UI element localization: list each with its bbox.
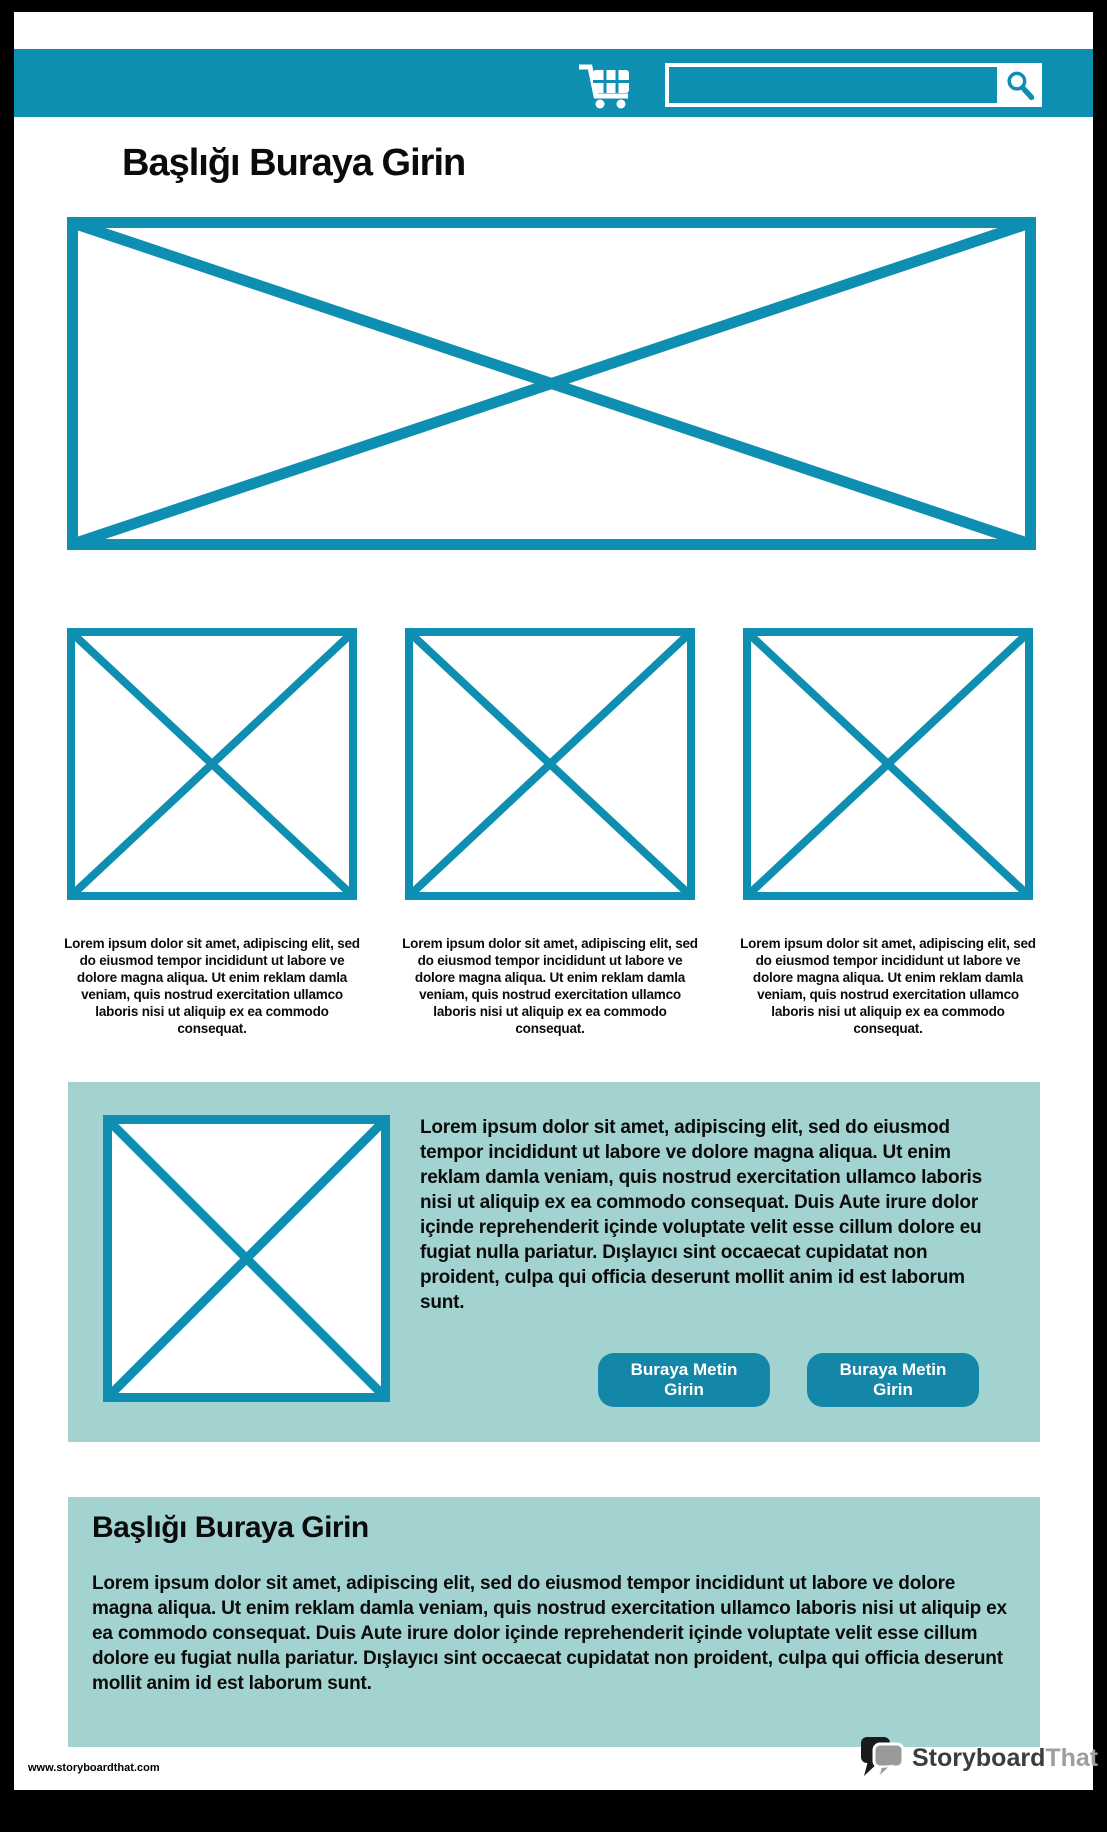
placeholder-x-icon — [103, 1115, 390, 1402]
about-section — [68, 1497, 1040, 1747]
column-text: Lorem ipsum dolor sit amet, adipiscing elit, sed do eiusmod tempor incididunt ut labore ve dolore magna aliqua. Ut enim reklam damla veniam, quis nostrud exercitation ullamco laboris nisi ut aliquip ex ea commodo consequat. — [740, 936, 1036, 1036]
placeholder-x-icon — [67, 628, 357, 900]
shopping-cart-icon — [576, 61, 638, 109]
placeholder-x-icon — [67, 217, 1036, 550]
brand-storyboard: Storyboard — [912, 1743, 1046, 1772]
feature-image-placeholder — [103, 1115, 390, 1402]
cta-button[interactable]: Buraya Metin Girin — [807, 1353, 979, 1407]
placeholder-x-icon — [743, 628, 1033, 900]
storyboardthat-logo — [860, 1734, 1098, 1782]
search-icon — [1003, 68, 1037, 102]
search-button[interactable] — [997, 63, 1042, 107]
cart-icon[interactable] — [576, 61, 638, 109]
brand-that: That — [1045, 1743, 1099, 1772]
page-title: Başlığı Buraya Girin — [122, 142, 466, 184]
hero-image-placeholder — [67, 217, 1036, 550]
column-image-placeholder — [743, 628, 1033, 900]
feature-section — [68, 1082, 1040, 1442]
column-text: Lorem ipsum dolor sit amet, adipiscing elit, sed do eiusmod tempor incididunt ut labore ve dolore magna aliqua. Ut enim reklam damla veniam, quis nostrud exercitation ullamco laboris nisi ut aliquip ex ea commodo consequat. — [64, 936, 360, 1036]
about-text: Lorem ipsum dolor sit amet, adipiscing elit, sed do eiusmod tempor incididunt ut labore ve dolore magna aliqua. Ut enim reklam damla veniam, quis nostrud exercitation ullamco laboris nisi ut aliquip ex ea commodo consequat. Duis Aute irure dolor içinde reprehenderit içinde voluptate velit esse cillum dolore eu fugiat nulla pariatur. Dışlayıcı sint occaecat cupidatat non proident, culpa qui officia deserunt mollit anim id est laborum sunt. — [92, 1573, 1007, 1694]
column-image-placeholder — [67, 628, 357, 900]
speech-bubbles-icon — [860, 1734, 906, 1782]
brand-wordmark — [912, 1744, 1098, 1773]
header-bar — [14, 49, 1093, 117]
feature-text: Lorem ipsum dolor sit amet, adipiscing elit, sed do eiusmod tempor incididunt ut labore ve dolore magna aliqua. Ut enim reklam damla veniam, quis nostrud exercitation ullamco laboris nisi ut aliquip ex ea commodo consequat. Duis Aute irure dolor içinde reprehenderit içinde voluptate velit esse cillum dolore eu fugiat nulla pariatur. Dışlayıcı sint occaecat cupidatat non proident, culpa qui officia deserunt mollit anim id est laborum sunt. — [420, 1117, 983, 1313]
page-frame — [14, 12, 1099, 1790]
placeholder-x-icon — [405, 628, 695, 900]
search-input[interactable] — [665, 63, 1013, 107]
column-image-placeholder — [405, 628, 695, 900]
cta-button[interactable]: Buraya Metin Girin — [598, 1353, 770, 1407]
column-text: Lorem ipsum dolor sit amet, adipiscing elit, sed do eiusmod tempor incididunt ut labore ve dolore magna aliqua. Ut enim reklam damla veniam, quis nostrud exercitation ullamco laboris nisi ut aliquip ex ea commodo consequat. — [402, 936, 698, 1036]
about-title: Başlığı Buraya Girin — [92, 1511, 369, 1544]
site-url: www.storyboardthat.com — [28, 1762, 160, 1774]
search-bar — [665, 63, 1042, 107]
